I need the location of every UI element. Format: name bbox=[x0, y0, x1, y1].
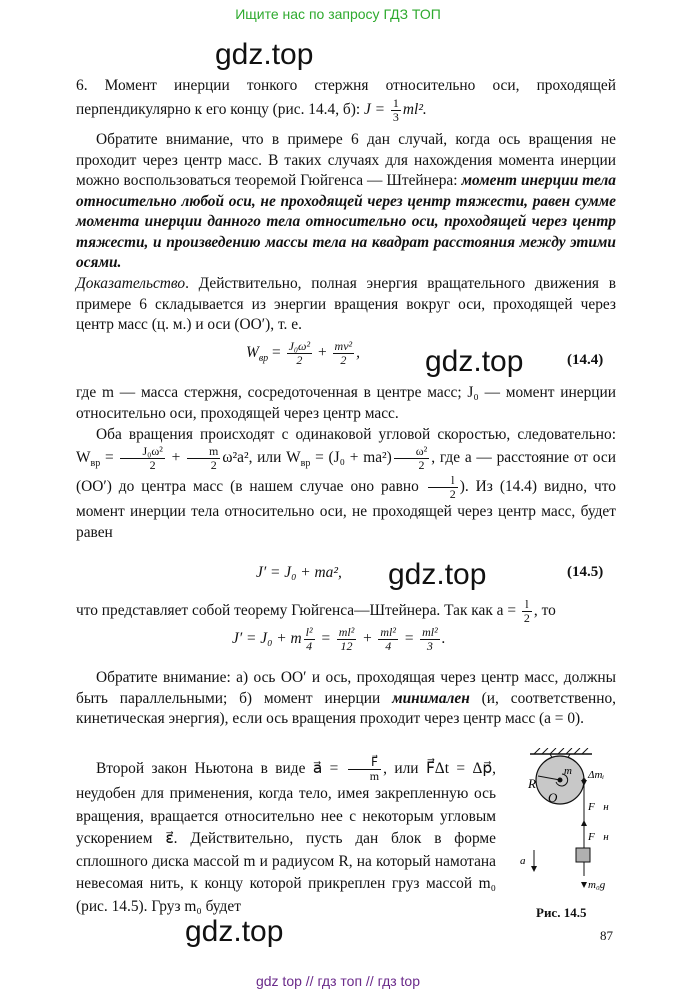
fraction-den: 2 bbox=[340, 353, 347, 367]
formula-rhs: ml². bbox=[402, 100, 427, 118]
eq-lhs: W bbox=[246, 344, 259, 362]
fraction-den: 2 bbox=[418, 458, 425, 472]
formula-lhs: J = bbox=[363, 100, 386, 118]
fraction bbox=[394, 445, 430, 472]
paragraph-text: Момент инерции тонкого стержня относительно оси, проходящей перпендикулярно к его концу (рис. 14.4, б): bbox=[76, 77, 616, 118]
label-a: a⃗ bbox=[520, 855, 535, 867]
fraction bbox=[187, 445, 220, 472]
eq-seg: . bbox=[441, 630, 446, 648]
watermark: gdz.top bbox=[388, 558, 487, 591]
fraction-num: mv² bbox=[334, 339, 353, 353]
fraction-den: 2 bbox=[296, 353, 303, 367]
fraction-den: 4 bbox=[306, 639, 313, 653]
proof-label: Доказательство bbox=[76, 275, 186, 292]
eq-sign: = bbox=[268, 344, 285, 362]
equation-14-5: J′ = J₀ + ma², bbox=[256, 564, 342, 581]
fraction bbox=[522, 598, 532, 625]
arrow-fh-up bbox=[581, 820, 587, 826]
figure-14-5 bbox=[500, 748, 630, 918]
item-label: 6. bbox=[76, 77, 88, 94]
fraction-num: J₀ω² bbox=[288, 339, 311, 353]
load-weight bbox=[576, 848, 590, 862]
text-seg: что представляет собой теорему Гюйгенса—Штейнера. Так как a = bbox=[76, 602, 520, 620]
eq-sub: вр bbox=[258, 353, 269, 365]
paragraph-text: Обратите внимание, что в примере 6 дан случай, когда ось вращения не проходит через центр масс. В таких случаях для нахождения момента инерции можно воспользоваться теоремой Гюйгенса — Штейнера: bbox=[76, 131, 616, 189]
paragraph-theorem-result bbox=[76, 598, 616, 625]
sub: вр bbox=[300, 458, 311, 470]
fraction-num: F⃗ bbox=[348, 756, 381, 770]
fraction-den: 3 bbox=[426, 639, 433, 653]
paragraph-newton-law bbox=[76, 756, 496, 918]
equation-number: (14.4) bbox=[567, 352, 604, 368]
text-seg: , или F⃗Δt = Δp⃗, неудобен для применения, когда тело, имея закрепленную ось вращения, вращается относительно нее с некоторым угловым ускорением ε⃗. Действительно, пусть дан блок в форме сплошного диска массой m и радиусом R, на который намотана невесомая нить, к концу которой прикреплен груз массой m₀ (рис. 14.5). Груз m₀ будет bbox=[76, 760, 496, 915]
fraction-den: 2 bbox=[149, 458, 156, 472]
fraction-den: 2 bbox=[210, 458, 217, 472]
watermark: gdz.top bbox=[215, 38, 314, 71]
emphasis: минимален bbox=[392, 689, 470, 707]
text-seg: , то bbox=[533, 602, 556, 620]
text-seg: (и, соответственно, кинетическая энергия), если ось вращения проходит через центр масс (a = 0). bbox=[76, 689, 616, 727]
paragraph-note bbox=[76, 668, 616, 730]
label-r: R bbox=[528, 776, 536, 791]
fraction bbox=[120, 445, 164, 472]
fraction-den: m bbox=[369, 769, 380, 783]
label-m0g: m₀g⃗ bbox=[588, 879, 614, 891]
label-fh-2: F⃗н bbox=[588, 831, 609, 843]
eq-end: , bbox=[356, 344, 360, 362]
equation-number: (14.5) bbox=[567, 564, 604, 580]
eq-plus: + bbox=[314, 344, 331, 362]
text-seg: Оба вращения происходят с одинаковой угловой скоростью, следовательно: W bbox=[76, 426, 616, 467]
eq-seg: + bbox=[358, 630, 377, 648]
paragraph-where-m bbox=[76, 383, 616, 424]
top-banner[interactable]: Ищите нас по запросу ГДЗ ТОП bbox=[235, 6, 441, 22]
paragraph-example-6 bbox=[76, 76, 616, 124]
fraction-den: 4 bbox=[385, 639, 392, 653]
fraction bbox=[337, 626, 357, 653]
fraction-num: ω² bbox=[394, 445, 430, 459]
text-seg: , где a — расстояние от оси (OO′) до центра масс (в нашем случае оно равно bbox=[76, 449, 616, 496]
paragraph-both-rotations bbox=[76, 424, 616, 543]
paragraph-text: где m — масса стержня, сосредоточенная в центре масс; J₀ — момент инерции относительно оси, проходящей через центр масс. bbox=[76, 384, 616, 422]
fraction-num: ml² bbox=[422, 625, 438, 639]
watermark: gdz.top bbox=[185, 915, 284, 948]
sub: вр bbox=[90, 458, 101, 470]
text-seg: ω²a², или W bbox=[222, 449, 301, 467]
fraction-num: ml² bbox=[380, 625, 396, 639]
label-o: O bbox=[548, 790, 558, 805]
fraction-den: 2 bbox=[523, 611, 530, 625]
text-seg: = (J₀ + ma²) bbox=[310, 449, 392, 467]
fraction-den: 2 bbox=[449, 487, 456, 502]
fraction bbox=[428, 474, 458, 501]
fraction-num: ml² bbox=[338, 625, 355, 639]
text-seg: + bbox=[166, 449, 186, 467]
theorem-statement: момент инерции тела относительно любой оси, не проходящей через центр тяжести, равен сумме момента инерции данного тела относительно оси, проходящей через центр тяжести, и произведению массы тела на квадрат расстояния между этими осями. bbox=[76, 172, 616, 271]
text-seg: Обратите внимание: а) ось OO′ и ось, проходящая через центр масс, должны быть параллельными; б) момент инерции bbox=[76, 669, 616, 707]
fraction-den: 12 bbox=[340, 639, 353, 653]
fraction-num: m bbox=[187, 445, 220, 459]
fraction bbox=[333, 340, 355, 367]
arrow-gravity bbox=[581, 882, 587, 888]
fraction bbox=[287, 340, 313, 367]
eq-seg: = bbox=[316, 630, 335, 648]
fraction bbox=[304, 626, 315, 653]
fraction-num: 1 bbox=[392, 95, 399, 110]
paragraph-proof bbox=[76, 274, 616, 336]
paragraph-text: . Действительно, полная энергия вращательного движения в примере 6 складывается из энергии вращения вокруг оси, проходящей через центр масс (ц. м.) и оси (OO′), т. е. bbox=[76, 275, 616, 333]
fraction-den: 3 bbox=[392, 109, 399, 124]
equation-14-4 bbox=[246, 340, 360, 367]
label-fh-1: F⃗н bbox=[588, 801, 609, 813]
eq-seg: J′ = J₀ + m bbox=[232, 630, 302, 648]
text-seg: = bbox=[100, 449, 119, 467]
equation-j-prime bbox=[232, 626, 446, 653]
fraction-num: l bbox=[428, 474, 458, 488]
watermark: gdz.top bbox=[425, 345, 524, 378]
fraction bbox=[391, 97, 401, 124]
fraction bbox=[378, 626, 398, 653]
page-number: 87 bbox=[600, 928, 613, 943]
label-m: m bbox=[564, 765, 572, 777]
eq-seg: = bbox=[400, 630, 419, 648]
fraction-num: J₀ω² bbox=[120, 445, 164, 459]
text-seg: Второй закон Ньютона в виде a⃗ = bbox=[96, 760, 346, 778]
figure-caption: Рис. 14.5 bbox=[536, 905, 587, 920]
fraction-num: l² bbox=[305, 625, 313, 639]
fraction-num: l bbox=[522, 598, 532, 612]
paragraph-huygens-steiner bbox=[76, 130, 616, 274]
text-seg: ). Из (14.4) видно, что момент инерции тела относительно оси, не проходящей через центр масс, будет равен bbox=[76, 478, 616, 542]
fraction bbox=[348, 756, 381, 783]
fraction bbox=[420, 626, 440, 653]
label-dm: Δmᵢ bbox=[588, 769, 605, 781]
footer-links[interactable]: gdz top // гдз топ // гдз top bbox=[255, 973, 421, 989]
ceiling-hatch bbox=[530, 748, 592, 754]
